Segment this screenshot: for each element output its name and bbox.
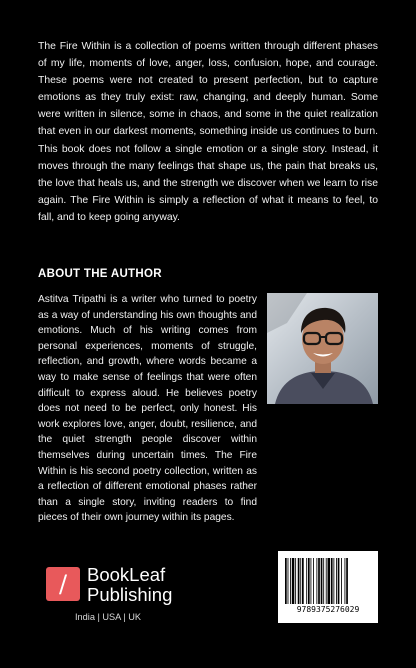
about-author-heading: ABOUT THE AUTHOR bbox=[38, 268, 162, 280]
isbn-number: 9789375276029 bbox=[296, 605, 360, 614]
isbn-barcode bbox=[278, 551, 378, 623]
barcode-icon bbox=[285, 558, 371, 604]
author-bio: Astitva Tripathi is a writer who turned to poetry as a way of understanding his own thoughts and emotions. Much of his writing comes from personal experiences, moments of struggle, reflection, and growth, where words became a way to make sense of feelings that were often difficult to express aloud. He believes poetry does not need to be perfect, only honest. His work explores love, anger, doubt, resilience, and the quiet strength people discover within themselves during uncertain times. The Fire Within is his second poetry collection, written as a reflection of different emotional phases rather than a single story, inviting readers to find pieces of their own journey within its pages. bbox=[38, 294, 257, 524]
back-cover-blurb: The Fire Within is a collection of poems written through different phases of my life, moments of love, anger, loss, confusion, hope, and courage. These poems were not created to present perfection, but to capture emotions as they truly exist: raw, changing, and deeply human. Some were written in silence, some in chaos, and some in the quiet realization that even in our darkest moments, something inside us continues to burn. This book does not follow a single emotion or a single story. Instead, it moves through the many feelings that shape us, the pain that breaks us, the love that heals us, and the strength we discover when we learn to rise again. The Fire Within is simply a reflection of what it means to feel, to fall, and to keep going anyway. bbox=[38, 41, 378, 223]
publisher-logo-slash: / bbox=[58, 570, 68, 598]
publisher-logo-icon bbox=[46, 567, 80, 601]
publisher-regions: India | USA | UK bbox=[75, 612, 142, 622]
publisher-name-line1: BookLeaf bbox=[87, 564, 166, 585]
publisher-name-line2: Publishing bbox=[87, 584, 173, 605]
author-photo bbox=[267, 293, 378, 404]
